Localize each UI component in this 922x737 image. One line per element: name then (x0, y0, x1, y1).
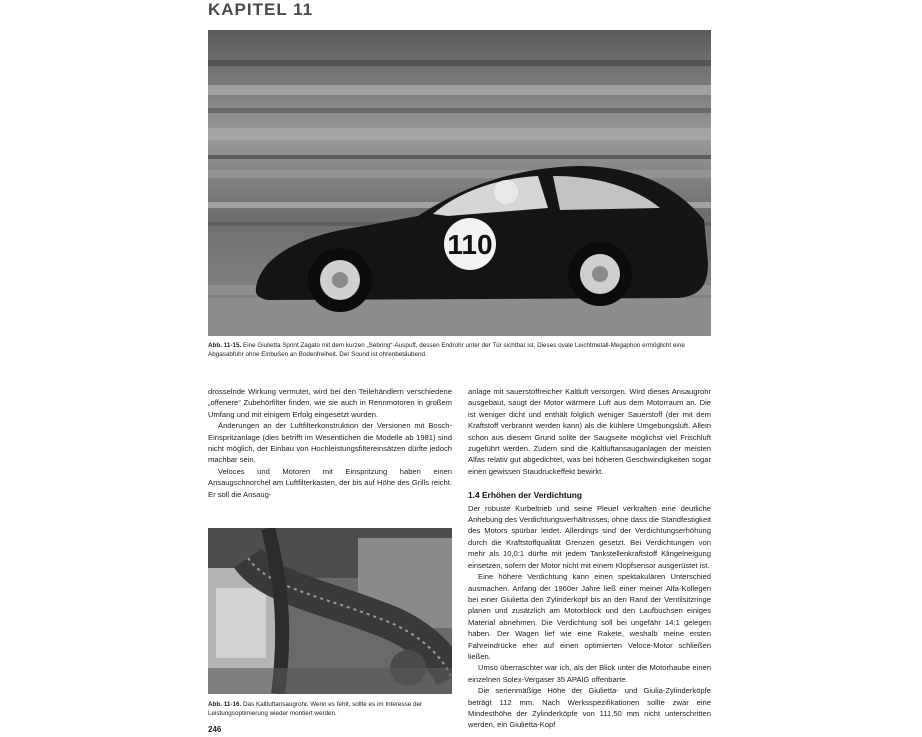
caption-text-2: Das Kaltluftansaugrohr. Wenn es fehlt, sollte es im Interesse der Leistungsoptimierung wieder montiert werden. (208, 701, 423, 717)
paragraph: Eine höhere Verdichtung kann einen spektakulären Unterschied ausmachen. Anfang der 1960er Jahre ließ einer meiner Alfa-Kollegen bei einer Giulietta den Zylinderkopf bis an den Rand der Ventilsitzringe planen und zusätzlich am Motorblock und den Laufbuchsen einiges Material abnehmen. Die Verdichtung soll bei ungefähr 14:1 gelegen haben. Der Wagen lief wie eine Rakete, weshalb meine ersten Fahreindrücke eher auf einen optimierten Veloce-Motor schließen ließen. (468, 572, 711, 661)
caption-text-1: Eine Giulietta Sprint Zagato mit dem kurzen „Sebring“-Auspuff, dessen Endrohr unter der Tür sichtbar ist. Dieses ovale Leichtmetall-Megaphon ermöglicht eine Abgasabfuhr ohne Einbußen an Bodenfreiheit. Der Sound ist ohrenbetäubend. (208, 342, 685, 358)
paragraph: drosselnde Wirkung vermutet, wird bei den Teilehändlern verschiedene „offenere“ Zubehörfilter finden, wie sie auch in Rennmotoren in großem Umfang und mit einigem Erfolg eingesetzt wurden. (208, 387, 452, 419)
section-heading: 1.4 Erhöhen der Verdichtung (468, 490, 583, 501)
paragraph: anlage mit sauerstoffreicher Kaltluft versorgen. Wird dieses Ansaugrohr ausgebaut, saugt der Motor wärmere Luft aus dem Motorraum an. Die ist weniger dicht und enthält folglich weniger Sauerstoff (der mit dem Kraftstoff verbrannt werden kann) als die kühlere Umgebungsluft. Allein schon aus diesem Grund sollte der Saugseite möglichst viel Frischluft zugeführt werden. Zudem sind die Kaltluftansauganlagen der meisten Alfas relativ gut abgedichtet, was bei höheren Geschwindigkeiten sogar einen gewissen Staudruckeffekt bewirkt. (468, 387, 711, 476)
racing-car-photo (208, 30, 711, 336)
paragraph: Änderungen an der Luftfilterkonstruktion der Versionen mit Bosch-Einspritzanlage (dies betrifft im Wesentlichen die Modelle ab 1981) sind nicht möglich, der Einbau von Hochleistungsfiltereinsätzen dürfte jedoch machbar sein. (208, 421, 452, 465)
figure-caption-1 (208, 341, 711, 359)
figure-caption-2 (208, 700, 452, 718)
caption-label-2: Abb. 11-16. (208, 701, 242, 708)
page-number: 246 (208, 725, 222, 734)
text-column-right (468, 386, 711, 731)
paragraph: Umso überraschter war ich, als der Blick unter die Motorhaube einen einzelnen Solex-Vergaser 35 APAIG offenbarte. (468, 663, 711, 684)
paragraph: Veloces und Motoren mit Einspritzung haben einen Ansaugschnorchel am Luftfilterkasten, der bis auf Höhe des Grills reicht. Er soll die Ansaug- (208, 466, 452, 499)
paragraph: Die serienmäßige Höhe der Giulietta- und Giulia-Zylinderköpfe beträgt 112 mm. Nach Werksspezifikationen sollte zwar eine Mindesthöhe der Zylinderköpfe von 111,50 mm nicht unterschritten werden, ein Giulietta-Kopf (468, 686, 711, 730)
chapter-title: KAPITEL 11 (208, 0, 314, 19)
car-race-number: 110 (447, 229, 493, 260)
caption-label-1: Abb. 11-15. (208, 342, 242, 349)
text-column-left (208, 386, 452, 500)
engine-bay-photo (208, 528, 452, 694)
paragraph: Der robuste Kurbeltrieb und seine Pleuel verkraften eine deutliche Anhebung des Verdichtungsverhältnisses, ohne dass die Standfestigkeit des Motors spürbar leidet. Allerdings sind der Verdichtungserhöhung durch die Kraftstoffqualität Grenzen gesetzt. Bei Verdichtungen von mehr als 10,0:1 dürfte mit jedem Tankstellenkraftstoff Klingelneigung einsetzen, sofern der Motor nicht mit einem Klopfsensor ausgerüstet ist. (468, 503, 711, 570)
